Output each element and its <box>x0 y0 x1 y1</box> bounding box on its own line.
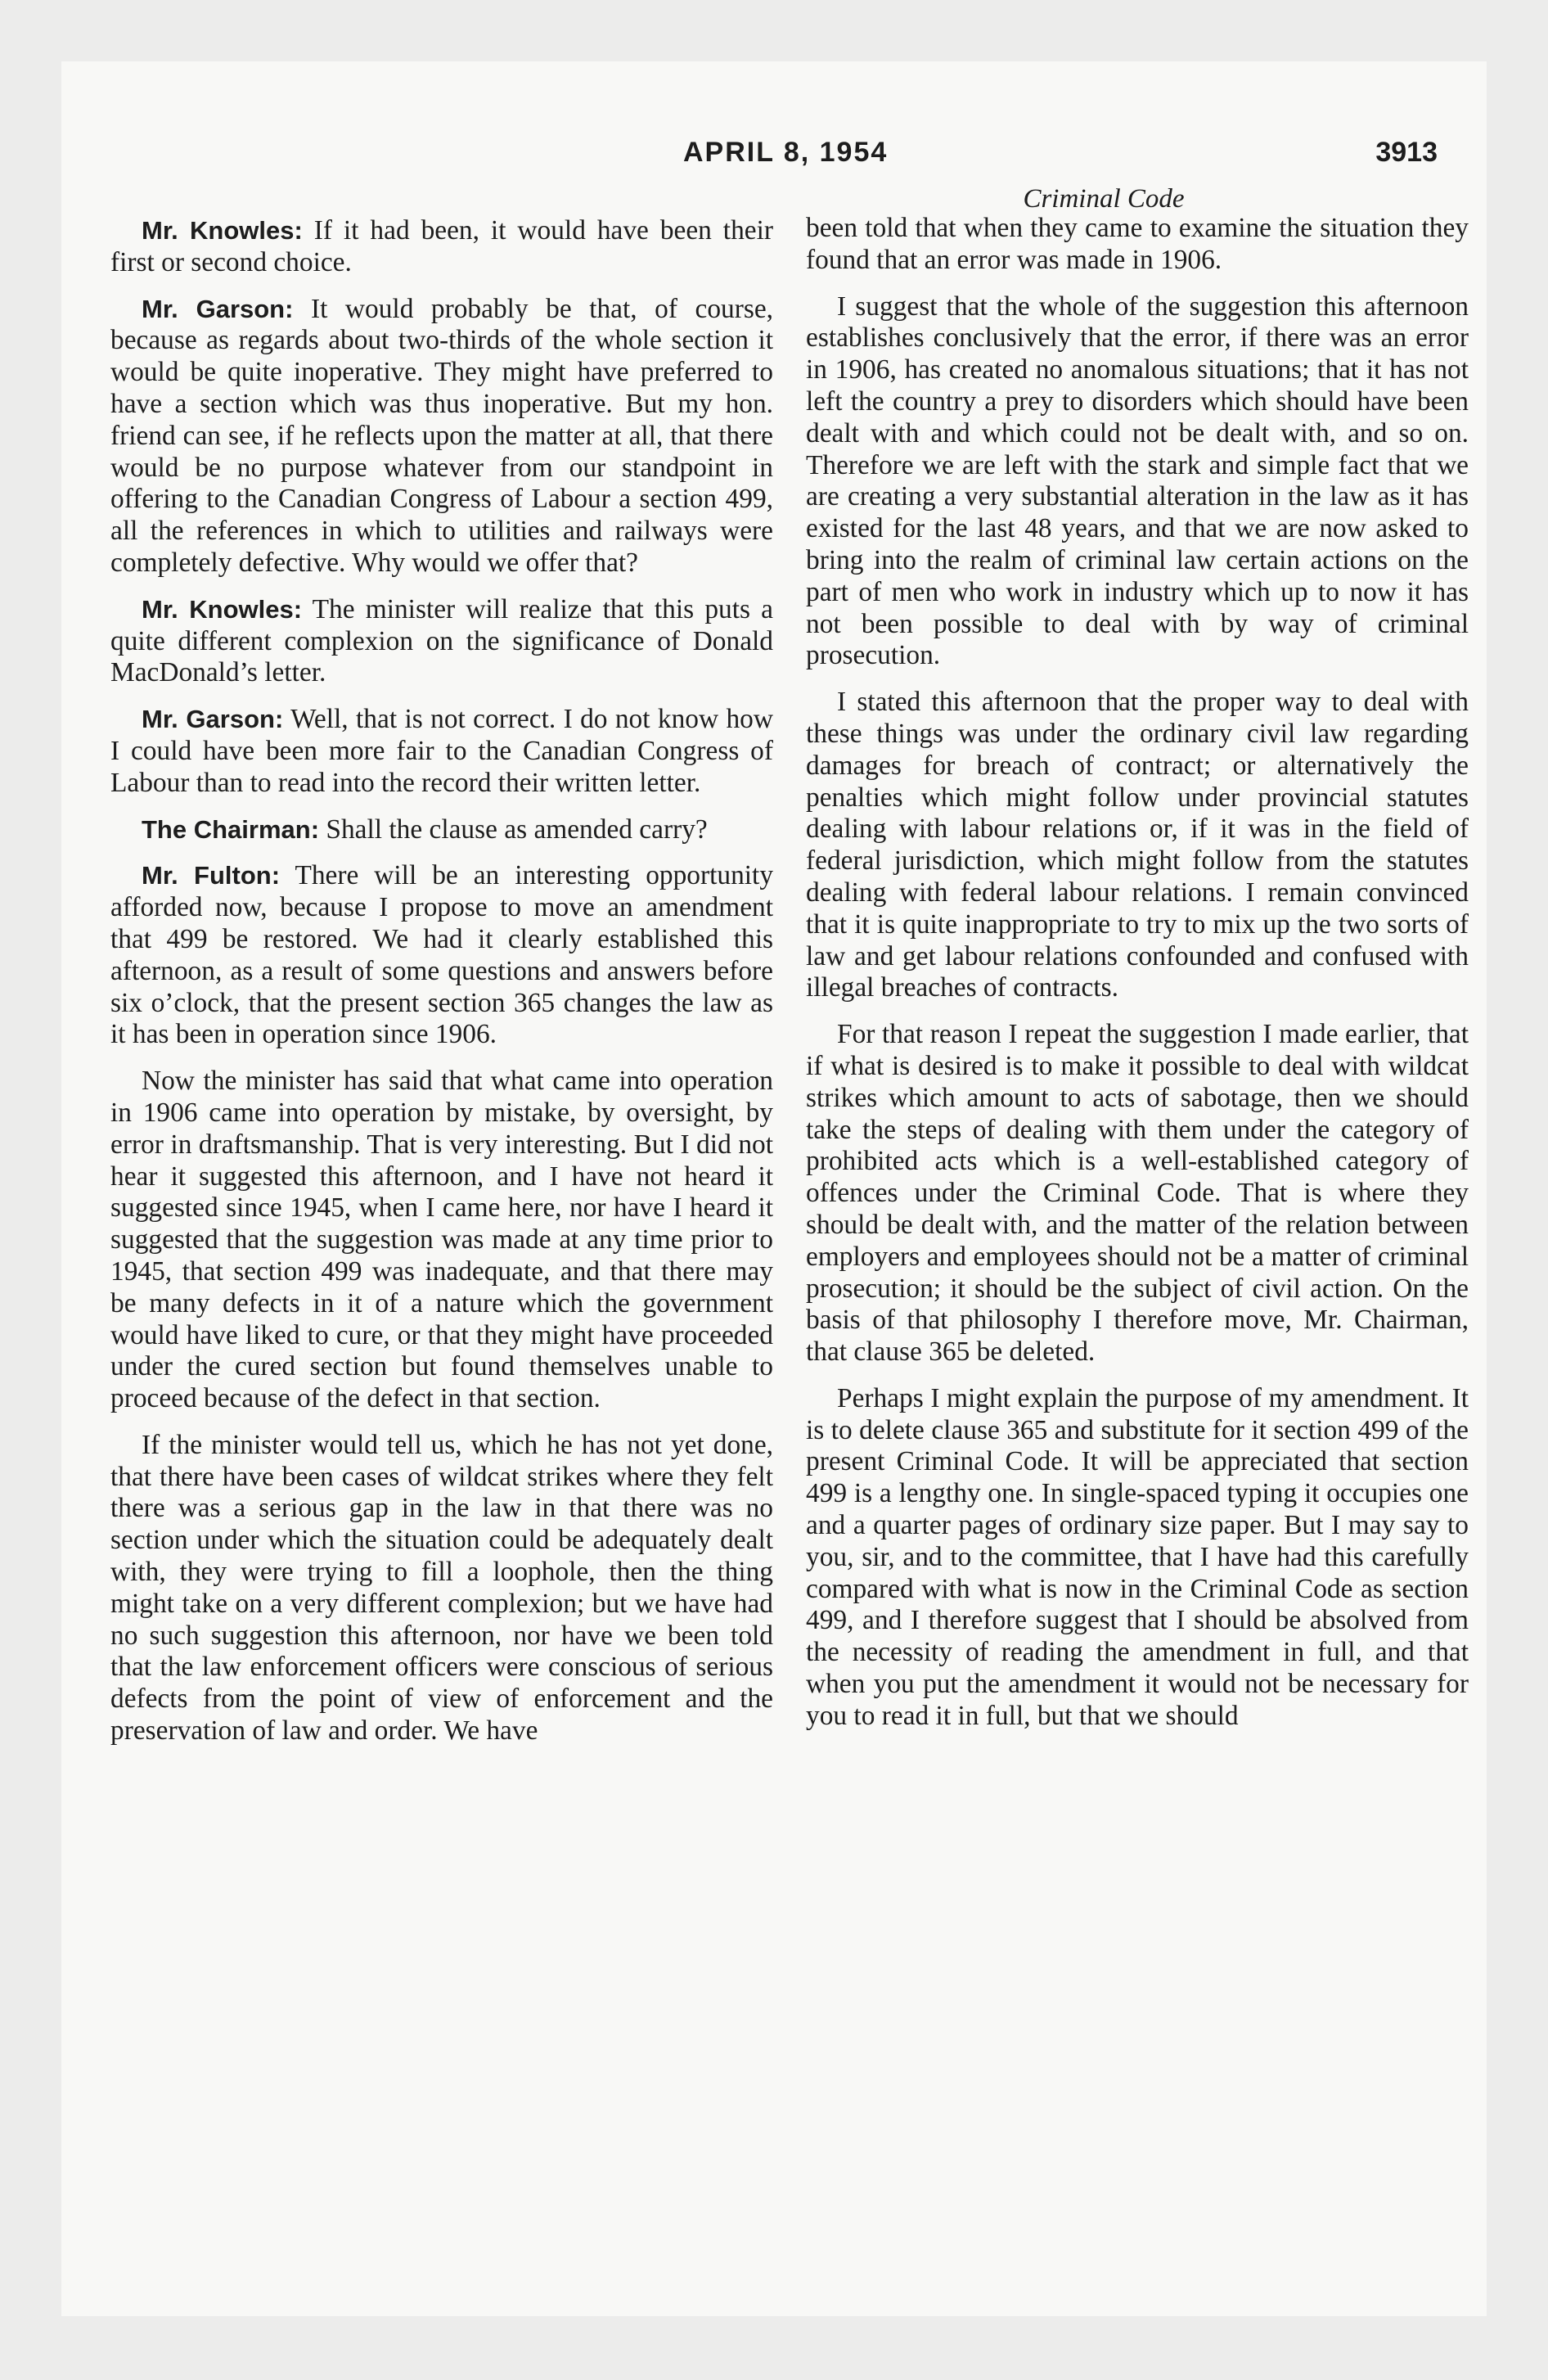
document-page <box>61 61 1487 2316</box>
paragraph-text: It would probably be that, of course, because as regards about two-thirds of the whole section it would be quite inoperative. They might have preferred to have a section which was thus inoperative. But my hon. friend can see, if he reflects upon the matter at all, that there would be no purpose whatever from our standpoint in offering to the Canadian Congress of Labour a section 499, all the references in which to utilities and railways were completely defective. Why would we offer that? <box>110 293 773 578</box>
paragraph: If the minister would tell us, which he has not yet done, that there have been cases of wildcat strikes where they felt there was a serious gap in the law in that there was no section under which the situation could be adequately dealt with, they were trying to fill a loophole, then the thing might take on a very different complexion; but we have had no such suggestion this afternoon, nor have we been told that the law enforcement officers were conscious of serious defects from the point of view of enforcement and the preservation of law and order. We have <box>110 1429 773 1747</box>
speaker-name: Mr. Garson: <box>142 705 284 734</box>
speaker-name: The Chairman: <box>142 814 320 844</box>
paragraph: I suggest that the whole of the suggestion this afternoon establishes conclusively that the error, if there was an error in 1906, has created no anomalous situations; that it has not left the country a prey to disorders which should have been dealt with and which could not be dealt with, and so on. Therefore we are left with the stark and simple fact that we are creating a very substantial alteration in the law as it has existed for the last 48 years, and that we are now asked to bring into the realm of criminal law certain actions on the part of men who work in industry which up to now it has not been possible to deal with by way of criminal prosecution. <box>806 291 1469 671</box>
paragraph <box>110 294 773 579</box>
paragraph: Perhaps I might explain the purpose of my amendment. It is to delete clause 365 and substitute for it section 499 of the present Criminal Code. It will be appreciated that section 499 is a lengthy one. In single-spaced typing it occupies one and a quarter pages of ordinary size paper. But I may say to you, sir, and to the committee, that I have had this carefully compared with what is now in the Criminal Code as section 499, and I therefore suggest that I should be absolved from the necessity of reading the amendment in full, and that when you put the amendment it would not be necessary for you to read it in full, but that we should <box>806 1382 1469 1731</box>
speaker-name: Mr. Fulton: <box>142 861 281 890</box>
paragraph <box>110 215 773 279</box>
paragraph <box>110 704 773 799</box>
page-header <box>61 137 1487 178</box>
paragraph: been told that when they came to examine the situation they found that an error was made in 1906. <box>806 213 1469 275</box>
section-title: Criminal Code <box>1023 184 1185 214</box>
paragraph-text: There will be an interesting opportunity afforded now, because I propose to move an amendment that 499 be restored. We had it clearly established this afternoon, as a result of some questions and answers before six o’clock, that the present section 365 changes the law as it has been in operation since 1906. <box>110 860 774 1050</box>
paragraph <box>110 594 773 689</box>
page-number: 3913 <box>1375 137 1438 168</box>
paragraph-text: If it had been, it would have been their first or second choice. <box>110 215 773 277</box>
paragraph: I stated this afternoon that the proper way to deal with these things was under the ordinary civil law regarding damages for breach of contract; or alternatively the penalties which might follow under provincial statutes dealing with labour relations or, if it was in the field of federal jurisdiction, which might follow from the statutes dealing with federal labour relations. I remain convinced that it is quite inappropriate to try to mix up the two sorts of law and get labour relations confounded and confused with illegal breaches of contracts. <box>806 687 1469 1003</box>
paragraph-text: Shall the clause as amended carry? <box>319 814 708 845</box>
speaker-name: Mr. Knowles: <box>142 216 303 245</box>
paragraph: Now the minister has said that what came into operation in 1906 came into operation by mistake, by oversight, by error in draftsmanship. That is very interesting. But I did not hear it suggested this afternoon, and I have not heard it suggested since 1945, when I came here, nor have I heard it suggested that the suggestion was made at any time prior to 1945, that section 499 was inadequate, and that there may be many defects in it of a nature which the government would have liked to cure, or that they might have proceeded under the cured section but found themselves unable to proceed because of the defect in that section. <box>110 1066 773 1414</box>
paragraph-text: Well, that is not correct. I do not know how I could have been more fair to the Canadian Congress of Labour than to read into the record their written letter. <box>110 704 773 798</box>
speaker-name: Mr. Garson: <box>142 294 294 323</box>
left-column <box>110 215 773 1762</box>
paragraph <box>110 814 773 846</box>
header-date: APRIL 8, 1954 <box>683 137 889 168</box>
paragraph <box>110 860 773 1051</box>
speaker-name: Mr. Knowles: <box>142 594 303 624</box>
paragraph-text: The minister will realize that this puts a quite different complexion on the significance of Donald MacDonald’s letter. <box>110 593 774 688</box>
paragraph: For that reason I repeat the suggestion I made earlier, that if what is desired is to make it possible to deal with wildcat strikes which amount to acts of sabotage, then we should take the steps of dealing with them under the category of prohibited acts which is a well-established category of offences under the Criminal Code. That is where they should be dealt with, and the matter of the relation between employers and employees should not be a matter of criminal prosecution; it should be the subject of civil action. On the basis of that philosophy I therefore move, Mr. Chairman, that clause 365 be deleted. <box>806 1019 1469 1368</box>
right-column <box>806 213 1469 1747</box>
